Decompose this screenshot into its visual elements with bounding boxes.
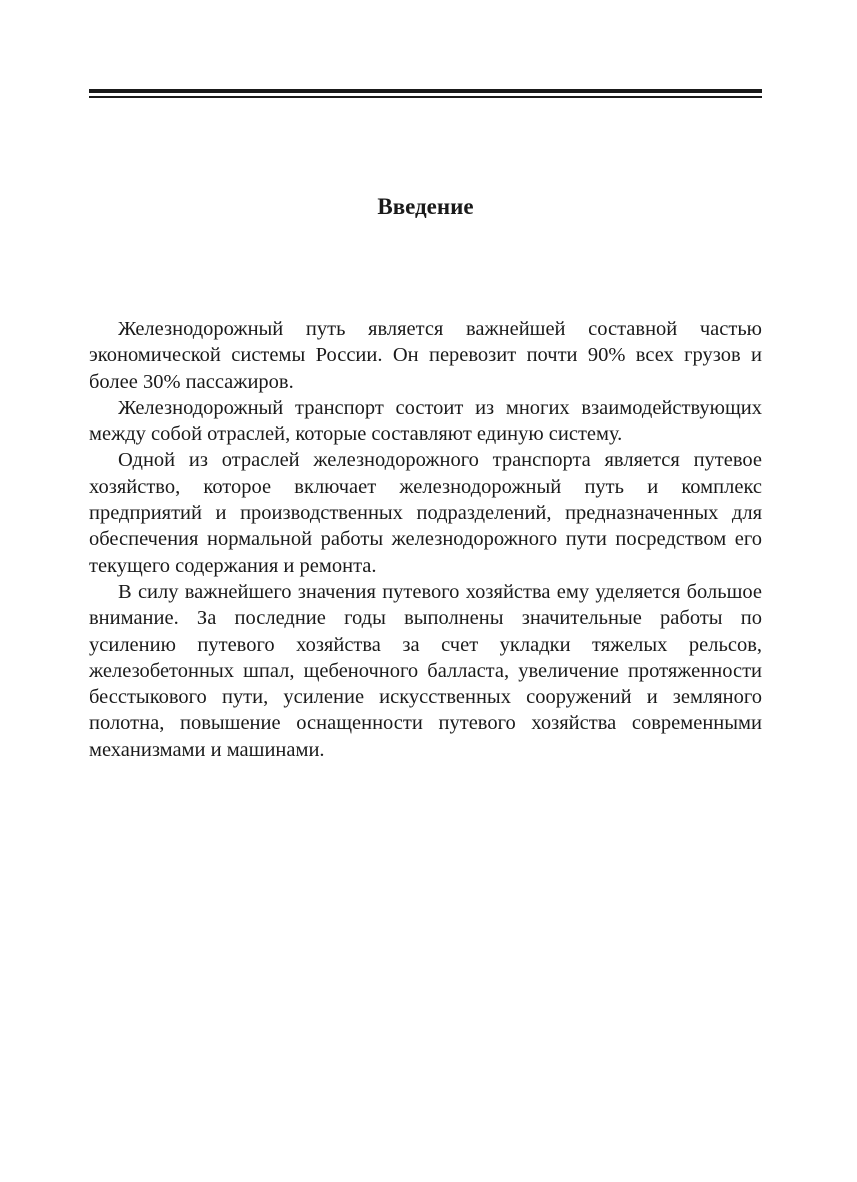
paragraph-1: Железнодорожный путь является важнейшей составной частью экономической системы России. Он перевозит почти 90% всех грузов и более 30% пассажиров. [89,318,762,393]
chapter-title: Введение [377,194,474,219]
header-double-rule [89,89,762,100]
paragraph-3: Одной из отраслей железнодорожного транспорта является путевое хозяйство, которое включает железнодорожный путь и комплекс предприятий и производственных подразделений, предназначенных для обеспечения нормальной работы железнодорожного пути посредством его текущего содержания и ремонта. [89,449,762,577]
body-text [89,316,762,763]
header-rule-thin [89,96,762,98]
header-rule-thick [89,89,762,93]
paragraph-4: В силу важнейшего значения путевого хозяйства ему уделяется большое внимание. За последние годы выполнены значительные работы по усилению путевого хозяйства за счет укладки тяжелых рельсов, железобетонных шпал, щебеночного балласта, увеличение протяженности бесстыкового пути, усиление искусственных сооружений и земляного полотна, повышение оснащенности путевого хозяйства современными механизмами и машинами. [89,580,762,761]
paragraph-2: Железнодорожный транспорт состоит из многих взаимодействующих между собой отраслей, которые составляют единую систему. [89,396,762,446]
